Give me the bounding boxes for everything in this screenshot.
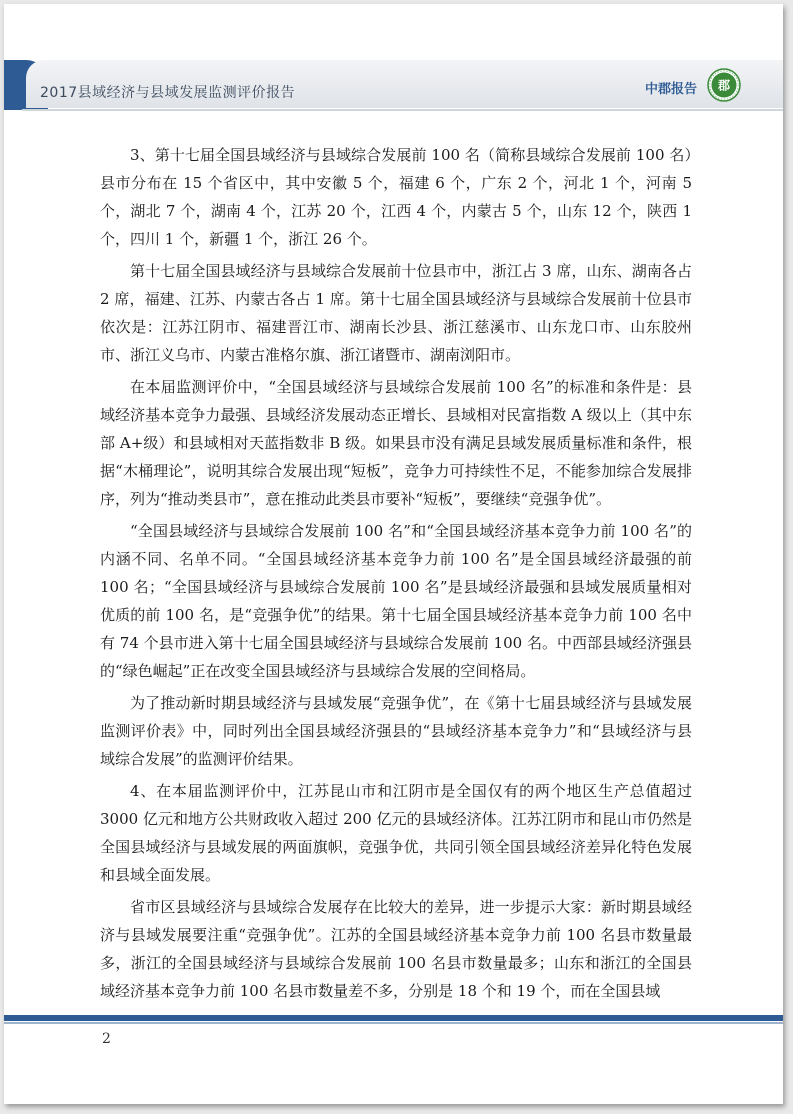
footer-rule-thin bbox=[4, 1022, 783, 1024]
paragraph: “全国县域经济与县域综合发展前 100 名”和“全国县域经济基本竞争力前 100 名”的内涵不同、名单不同。“全国县域经济基本竞争力前 100 名”是全国县域经济最强的前 100 名；“全国县域经济与县域综合发展前 100 名”是县域经济最强和县域发展质量相对优质的前 100 名，是“竞强争优”的结果。第十七届全国县域经济基本竞争力前 100 名中有 74 个县市进入第十七届全国县域经济与县域综合发展前 100 名。中西部县域经济强县的“绿色崛起”正在改变全国县域经济与县域综合发展的空间格局。 bbox=[100, 522, 692, 680]
body-text bbox=[100, 141, 692, 1009]
paragraph: 4、在本届监测评价中，江苏昆山市和江阴市是全国仅有的两个地区生产总值超过 3000 亿元和地方公共财政收入超过 200 亿元的县域经济体。江苏江阴市和昆山市仍然是全国县域经济与县域发展的两面旗帜，竞强争优，共同引领全国县域经济差异化特色发展和县域全面发展。 bbox=[100, 782, 692, 884]
paragraph: 第十七届全国县域经济与县域综合发展前十位县市中，浙江占 3 席，山东、湖南各占 2 席，福建、江苏、内蒙古各占 1 席。第十七届全国县域经济与县域综合发展前十位县市依次是：江苏江阴市、福建晋江市、湖南长沙县、浙江慈溪市、山东龙口市、山东胶州市、浙江义乌市、内蒙古准格尔旗、浙江诸暨市、湖南浏阳市。 bbox=[100, 262, 692, 364]
page-header bbox=[4, 60, 783, 116]
paragraph: 3、第十七届全国县域经济与县域综合发展前 100 名（简称县域综合发展前 100 名）县市分布在 15 个省区中，其中安徽 5 个，福建 6 个，广东 2 个，河北 1 个，河南 5 个，湖北 7 个，湖南 4 个，江苏 20 个，江西 4 个，内蒙古 5 个，山东 12 个，陕西 1 个，四川 1 个，新疆 1 个，浙江 26 个。 bbox=[100, 146, 692, 248]
page-number: 2 bbox=[102, 1031, 111, 1047]
header-divider bbox=[22, 109, 783, 111]
paragraph: 省市区县域经济与县域综合发展存在比较大的差异，进一步提示大家：新时期县域经济与县域发展要注重“竞强争优”。江苏的全国县域经济基本竞争力前 100 名县市数量最多，浙江的全国县域经济与县域综合发展前 100 名县市数量最多；山东和浙江的全国县域经济基本竞争力前 100 名县市数量差不多，分别是 18 个和 19 个，而在全国县域 bbox=[100, 898, 692, 1000]
brand-logo-icon bbox=[707, 68, 741, 102]
paragraph: 在本届监测评价中，“全国县域经济与县域综合发展前 100 名”的标准和条件是：县域经济基本竞争力最强、县域经济发展动态正增长、县域相对民富指数 A 级以上（其中东部 A+级）和县域相对天蓝指数非 B 级。如果县市没有满足县域发展质量标准和条件，根据“木桶理论”，说明其综合发展出现“短板”，竞争力可持续性不足，不能参加综合发展排序，列为“推动类县市”，意在推动此类县市要补“短板”，要继续“竞强争优”。 bbox=[100, 378, 692, 508]
logo-character: 郡 bbox=[717, 78, 731, 93]
document-page bbox=[4, 4, 783, 1104]
brand-name: 中郡报告 bbox=[645, 82, 698, 97]
paragraph: 为了推动新时期县域经济与县域发展“竞强争优”，在《第十七届县域经济与县域发展监测评价表》中，同时列出全国县域经济强县的“县域经济基本竞争力”和“县域经济与县域综合发展”的监测评价结果。 bbox=[100, 694, 692, 768]
footer-rule bbox=[4, 1015, 783, 1021]
report-title: 2017县域经济与县域发展监测评价报告 bbox=[40, 85, 296, 101]
